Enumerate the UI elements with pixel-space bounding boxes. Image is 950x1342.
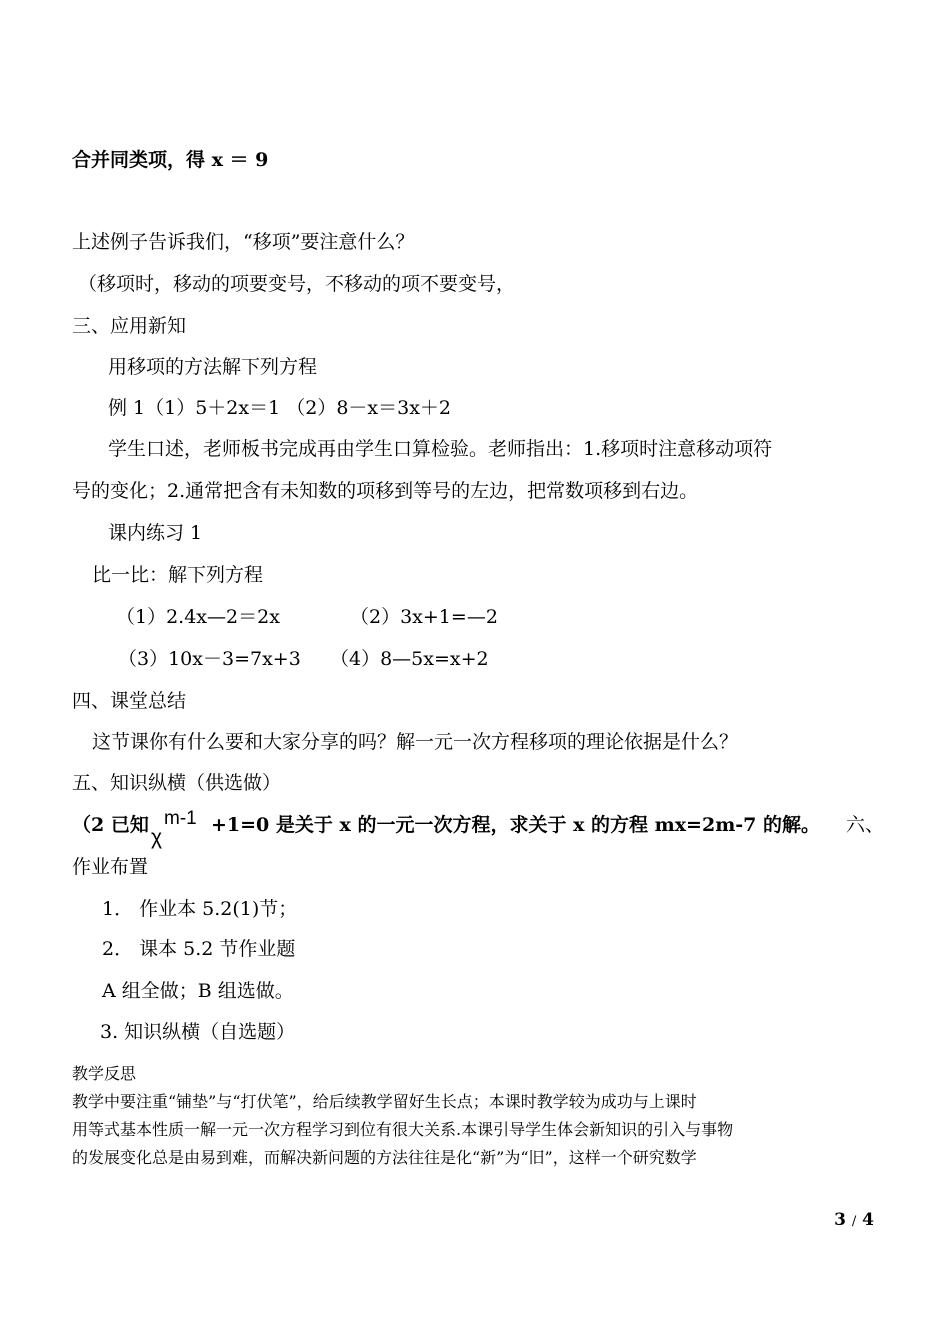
exercise-3: （3）10x－3=7x+3 bbox=[118, 648, 301, 670]
exercise-4: （4）8—5x=x+2 bbox=[330, 648, 489, 670]
answer-move: （移项时，移动的项要变号，不移动的项不要变号， bbox=[78, 273, 516, 295]
exercise-2: （2）3x+1=—2 bbox=[350, 606, 498, 628]
problem-part-a: （2 已知 bbox=[72, 814, 149, 836]
homework-3: 3. 知识纵横（自选题） bbox=[100, 1021, 296, 1043]
problem-part-b: +1=0 是关于 x 的一元一次方程，求关于 x 的方程 mx=2m-7 的解。 bbox=[211, 814, 821, 836]
homework-groups: A 组全做；B 组选做。 bbox=[102, 980, 294, 1002]
reflection-line-2: 用等式基本性质一解一元一次方程学习到位有很大关系.本课引导学生体会新知识的引入与事物 bbox=[72, 1120, 734, 1139]
method-line: 用移项的方法解下列方程 bbox=[108, 356, 318, 378]
homework-1: 1． 作业本 5.2(1)节； bbox=[102, 898, 298, 920]
section-5-heading: 五、知识纵横（供选做） bbox=[72, 772, 282, 794]
reflection-title: 教学反思 bbox=[72, 1064, 137, 1083]
exercise-1: （1）2.4x—2＝2x bbox=[116, 606, 280, 628]
reflection-line-1: 教学中要注重“铺垫”与“打伏笔”，给后续教学留好生长点；本课时教学较为成功与上课时 bbox=[72, 1092, 697, 1111]
page-number-separator: / bbox=[851, 1214, 857, 1229]
example-1: 例 1（1）5＋2x＝1 （2）8－x＝3x＋2 bbox=[108, 397, 452, 419]
section-3-heading: 三、应用新知 bbox=[72, 315, 187, 337]
section-4-heading: 四、课堂总结 bbox=[72, 690, 187, 712]
practice-title: 课内练习 1 bbox=[108, 522, 203, 544]
summary-question: 这节课你有什么要和大家分享的吗？解一元一次方程移项的理论依据是什么？ bbox=[92, 731, 739, 753]
section-6-heading-end: 作业布置 bbox=[72, 856, 149, 878]
teacher-note-line-1: 学生口述，老师板书完成再由学生口算检验。老师指出：1.移项时注意移动项符 bbox=[108, 438, 773, 460]
combine-line: 合并同类项，得 x ＝ 9 bbox=[72, 149, 269, 171]
homework-2: 2． 课本 5.2 节作业题 bbox=[102, 938, 296, 960]
question-move: 上述例子告诉我们，“移项”要注意什么？ bbox=[72, 231, 415, 253]
compare-line: 比一比：解下列方程 bbox=[92, 564, 264, 586]
section-6-heading-start: 六、 bbox=[846, 814, 885, 836]
reflection-line-3: 的发展变化总是由易到难，而解决新问题的方法往往是化“新”为“旧”，这样一个研究数学 bbox=[72, 1148, 697, 1167]
teacher-note-line-2: 号的变化；2.通常把含有未知数的项移到等号的左边，把常数项移到右边。 bbox=[72, 480, 699, 502]
page-number-current: 3 bbox=[834, 1210, 846, 1230]
page-number bbox=[834, 1210, 874, 1230]
problem-base-chi: χ bbox=[151, 826, 163, 849]
page-number-total: 4 bbox=[862, 1210, 874, 1230]
problem-exponent: m-1 bbox=[164, 808, 197, 829]
